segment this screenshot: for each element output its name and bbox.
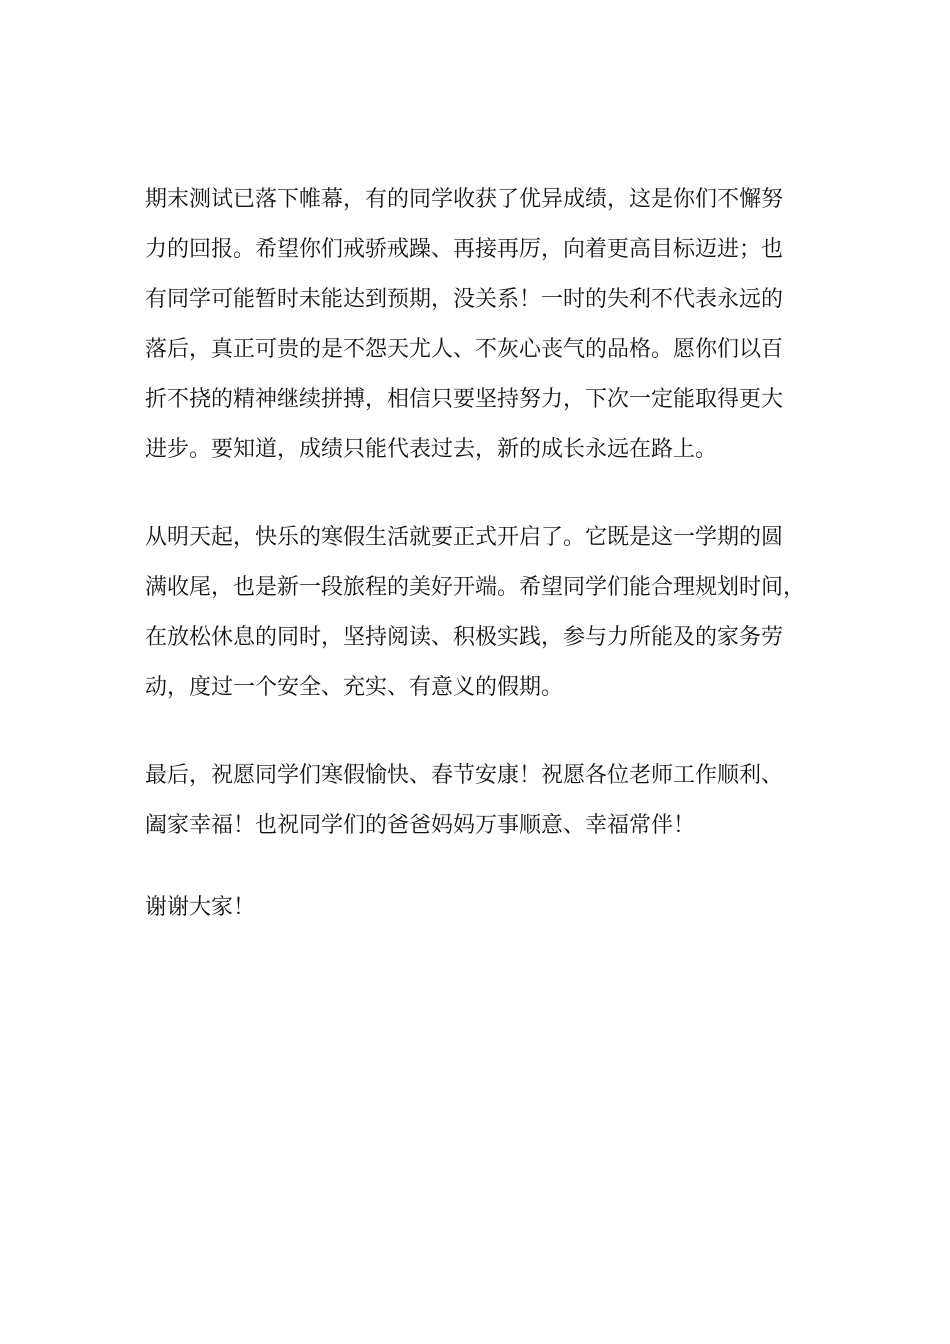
text-line: 在放松休息的同时，坚持阅读、积极实践，参与力所能及的家务劳 [145,625,784,650]
paragraph-winter-break [145,519,825,707]
paragraph-spacer [145,857,825,889]
paragraph-spacer [145,481,825,519]
paragraph-closing [145,889,825,927]
text-line: 阖家幸福！也祝同学们的爸爸妈妈万事顺意、幸福常伴！ [145,813,696,838]
document-body [145,181,825,939]
text-line: 谢谢大家！ [145,895,256,920]
text-line: 落后，真正可贵的是不怨天尤人、不灰心丧气的品格。愿你们以百 [145,337,784,362]
text-line: 力的回报。希望你们戒骄戒躁、再接再厉，向着更高目标迈进；也 [145,237,784,262]
text-line: 有同学可能暂时未能达到预期，没关系！一时的失利不代表永远的 [145,287,784,312]
text-line: 从明天起，快乐的寒假生活就要正式开启了。它既是这一学期的圆 [145,525,784,550]
paragraph-spacer [145,719,825,757]
text-line: 最后，祝愿同学们寒假愉快、春节安康！祝愿各位老师工作顺利、 [145,763,784,788]
text-line: 期末测试已落下帷幕，有的同学收获了优异成绩，这是你们不懈努 [145,187,784,212]
paragraph-wishes [145,757,825,845]
paragraph-results [145,181,825,469]
text-line: 满收尾，也是新一段旅程的美好开端。希望同学们能合理规划时间， [145,575,806,600]
text-line: 进步。要知道，成绩只能代表过去，新的成长永远在路上。 [145,437,718,462]
text-line: 动，度过一个安全、充实、有意义的假期。 [145,675,564,700]
text-line: 折不挠的精神继续拼搏，相信只要坚持努力，下次一定能取得更大 [145,387,784,412]
